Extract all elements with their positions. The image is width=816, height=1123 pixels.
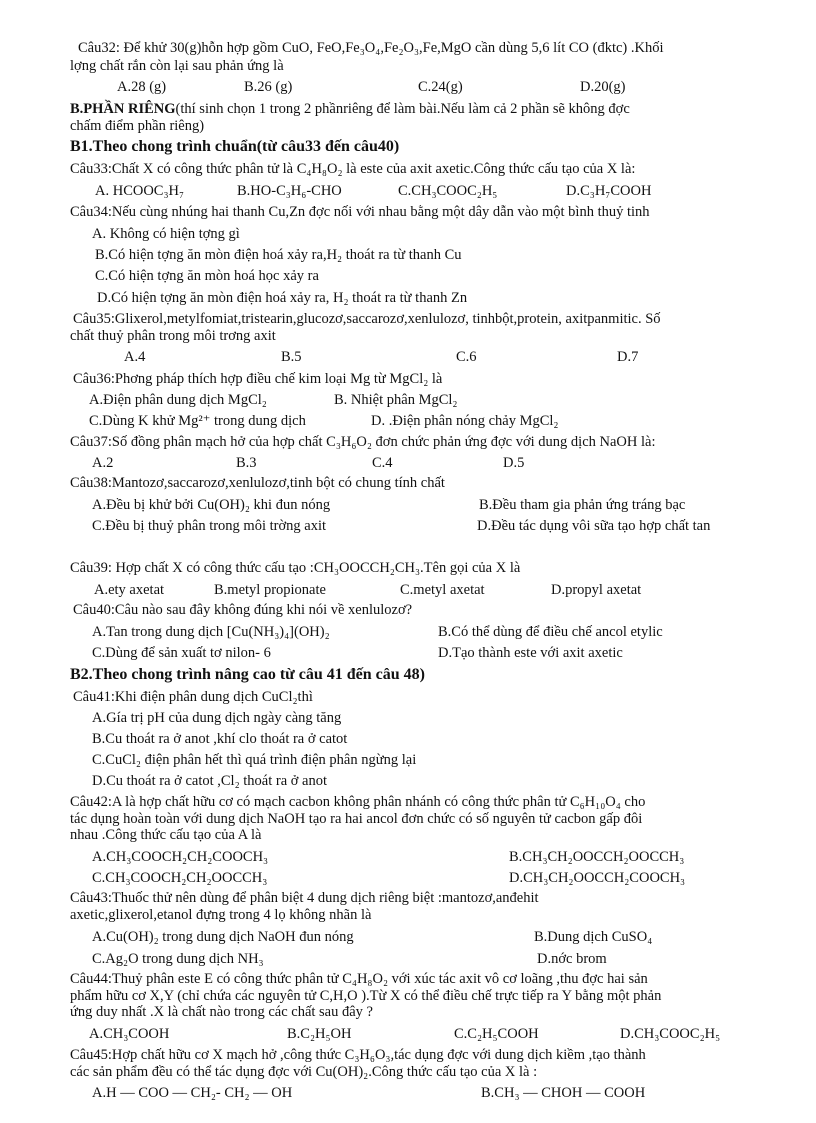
q40-option-a: A.Tan trong dung dịch [Cu(NH₃)₄](OH)₂	[92, 624, 330, 640]
q41-option-c: C.CuCl₂ điện phân hết thì quá trình điện phân ngừng lại	[92, 752, 417, 768]
q44-stem: Câu44:Thuỷ phân este E có công thức phân tử C₄H₈O₂ với xúc tác axit vô cơ loãng ,thu đợc hai sản	[70, 971, 648, 987]
q45-option-a: A.H — COO — CH₂- CH₂ — OH	[92, 1085, 293, 1101]
q32-stem-cont: lợng chất rắn còn lại sau phản ứng là	[70, 58, 284, 74]
q36-option-a: A.Điện phân dung dịch MgCl₂	[89, 392, 267, 408]
q44-option-d: D.CH₃COOC₂H₅	[620, 1026, 721, 1042]
q40-option-b: B.Có thể dùng để điều chế ancol etylic	[438, 624, 663, 640]
q44-option-a: A.CH₃COOH	[89, 1026, 170, 1042]
q41-option-d: D.Cu thoát ra ở catot ,Cl₂ thoát ra ở anot	[92, 773, 328, 789]
q37-option-a: A.2	[92, 455, 114, 471]
q39-option-c: C.metyl axetat	[400, 582, 485, 598]
q35-stem-cont: chất thuỷ phân trong môi trơng axit	[70, 328, 276, 344]
q39-option-a: A.ety axetat	[94, 582, 165, 598]
q45-stem-cont: các sản phẩm đều có thể tác dụng đợc với Cu(OH)₂.Công thức cấu tạo của X là :	[70, 1064, 538, 1080]
q41-option-a: A.Gía trị pH của dung dịch ngày càng tăng	[92, 710, 342, 726]
q34-stem: Câu34:Nếu cùng nhúng hai thanh Cu,Zn đợc nối với nhau bằng một dây dẫn vào một bình thuỷ tinh	[70, 204, 650, 220]
q33-stem: Câu33:Chất X có công thức phân tử là C₄H₈O₂ là este của axit axetic.Công thức cấu tạo của X là:	[70, 161, 636, 177]
q35-option-b: B.5	[281, 349, 302, 365]
q34-option-d: D.Có hiện tợng ăn mòn điện hoá xảy ra, H₂ thoát ra từ thanh Zn	[97, 290, 468, 306]
q33-option-d: D.C₃H₇COOH	[566, 183, 652, 199]
q42-option-d: D.CH₃CH₂OOCCH₂COOCH₃	[509, 870, 686, 886]
q32-stem: Câu32: Để khử 30(g)hỗn hợp gồm CuO, FeO,Fe₃O₄,Fe₂O₃,Fe,MgO cần dùng 5,6 lít CO (đktc) .Khối	[78, 40, 664, 56]
q39-option-d: D.propyl axetat	[551, 582, 642, 598]
q45-option-b: B.CH₃ — CHOH — COOH	[481, 1085, 646, 1101]
q32-option-a: A.28 (g)	[117, 79, 167, 95]
q44-option-c: C.C₂H₅COOH	[454, 1026, 539, 1042]
q37-option-c: C.4	[372, 455, 393, 471]
q40-option-d: D.Tạo thành este với axit axetic	[438, 645, 623, 661]
section-note-2: chấm điểm phần riêng)	[70, 118, 205, 134]
q44-stem-cont: phẩm hữu cơ X,Y (chỉ chứa các nguyên tử C,H,O ).Từ X có thể điều chế trực tiếp ra Y bằng một phản	[70, 988, 662, 1004]
section-title: B.PHẦN RIÊNG	[70, 101, 176, 117]
q39-stem: Câu39: Hợp chất X có công thức cấu tạo :CH₃OOCCH₂CH₃.Tên gọi của X là	[70, 560, 521, 576]
q35-option-a: A.4	[124, 349, 146, 365]
q36-option-b: B. Nhiệt phân MgCl₂	[334, 392, 458, 408]
q35-stem: Câu35:Glixerol,metylfomiat,tristearin,glucozơ,saccarozơ,xenlulozơ, tinhbột,protein, axitpanmitic. Số	[73, 311, 661, 327]
q42-stem-cont-2: nhau .Công thức cấu tạo của A là	[70, 827, 262, 843]
q36-option-c: C.Dùng K khử Mg²⁺ trong dung dịch	[89, 413, 306, 429]
q38-option-d: D.Đều tác dụng vôi sữa tạo hợp chất tan	[477, 518, 711, 534]
q36-stem: Câu36:Phơng pháp thích hợp điều chế kim loại Mg từ MgCl₂ là	[73, 371, 443, 387]
q42-option-c: C.CH₃COOCH₂CH₂OOCCH₃	[92, 870, 268, 886]
q42-stem-cont: tác dụng hoàn toàn với dung dịch NaOH tạo ra hai ancol đơn chức có số nguyên tử cacbon gấp đôi	[70, 811, 643, 827]
q41-stem: Câu41:Khi điện phân dung dịch CuCl₂thì	[73, 689, 313, 705]
b1-heading: B1.Theo chong trình chuẩn(từ câu33 đến câu40)	[70, 138, 400, 155]
q34-option-a: A. Không có hiện tợng gì	[92, 226, 240, 242]
q38-option-b: B.Đều tham gia phản ứng tráng bạc	[479, 497, 686, 513]
q37-option-b: B.3	[236, 455, 257, 471]
q32-option-c: C.24(g)	[418, 79, 463, 95]
q43-option-d: D.nớc brom	[537, 951, 607, 967]
q32-option-d: D.20(g)	[580, 79, 626, 95]
q36-option-d: D. .Điện phân nóng chảy MgCl₂	[371, 413, 559, 429]
q40-stem: Câu40:Câu nào sau đây không đúng khi nói về xenlulozơ?	[73, 602, 413, 618]
q42-stem: Câu42:A là hợp chất hữu cơ có mạch cacbon không phân nhánh có công thức phân tử C₆H₁₀O₄ cho	[70, 794, 646, 810]
q42-option-b: B.CH₃CH₂OOCCH₂OOCCH₃	[509, 849, 685, 865]
q39-option-b: B.metyl propionate	[214, 582, 326, 598]
b2-heading: B2.Theo chong trình nâng cao từ câu 41 đến câu 48)	[70, 666, 425, 683]
q35-option-d: D.7	[617, 349, 639, 365]
q45-stem: Câu45:Hợp chất hữu cơ X mạch hở ,công thức C₃H₆O₃,tác dụng đợc với dung dịch kiềm ,tạo thành	[70, 1047, 646, 1063]
q33-option-b: B.HO-C₃H₆-CHO	[237, 183, 342, 199]
q42-option-a: A.CH₃COOCH₂CH₂COOCH₃	[92, 849, 269, 865]
q34-option-b: B.Có hiện tợng ăn mòn điện hoá xảy ra,H₂ thoát ra từ thanh Cu	[95, 247, 462, 263]
q34-option-c: C.Có hiện tợng ăn mòn hoá học xảy ra	[95, 268, 319, 284]
q44-option-b: B.C₂H₅OH	[287, 1026, 352, 1042]
q41-option-b: B.Cu thoát ra ở anot ,khí clo thoát ra ở catot	[92, 731, 348, 747]
q43-stem: Câu43:Thuốc thử nên dùng để phân biệt 4 dung dịch riêng biệt :mantozơ,anđehit	[70, 890, 539, 906]
q38-stem: Câu38:Mantozơ,saccarozơ,xenlulozơ,tinh bột có chung tính chất	[70, 475, 445, 491]
q44-stem-cont-2: ứng duy nhất .X là chất nào trong các chất sau đây ?	[70, 1004, 373, 1020]
q33-option-c: C.CH₃COOC₂H₅	[398, 183, 498, 199]
q37-stem: Câu37:Số đồng phân mạch hở của hợp chất C₃H₆O₂ đơn chức phản ứng đợc với dung dịch NaOH là:	[70, 434, 656, 450]
q43-stem-cont: axetic,glixerol,etanol đựng trong 4 lọ không nhãn là	[70, 907, 372, 923]
section-note	[70, 100, 630, 118]
q43-option-a: A.Cu(OH)₂ trong dung dịch NaOH đun nóng	[92, 929, 354, 945]
q38-option-c: C.Đều bị thuỷ phân trong môi trờng axit	[92, 518, 327, 534]
q40-option-c: C.Dùng để sản xuất tơ nilon- 6	[92, 645, 271, 661]
q43-option-c: C.Ag₂O trong dung dịch NH₃	[92, 951, 264, 967]
q35-option-c: C.6	[456, 349, 477, 365]
q32-option-b: B.26 (g)	[244, 79, 293, 95]
q43-option-b: B.Dung dịch CuSO₄	[534, 929, 653, 945]
q38-option-a: A.Đều bị khử bởi Cu(OH)₂ khi đun nóng	[92, 497, 331, 513]
q37-option-d: D.5	[503, 455, 525, 471]
q33-option-a: A. HCOOC₃H₇	[95, 183, 185, 199]
section-note-1: (thí sinh chọn 1 trong 2 phầnriêng để làm bài.Nếu làm cả 2 phần sẽ không đợc	[175, 101, 630, 117]
